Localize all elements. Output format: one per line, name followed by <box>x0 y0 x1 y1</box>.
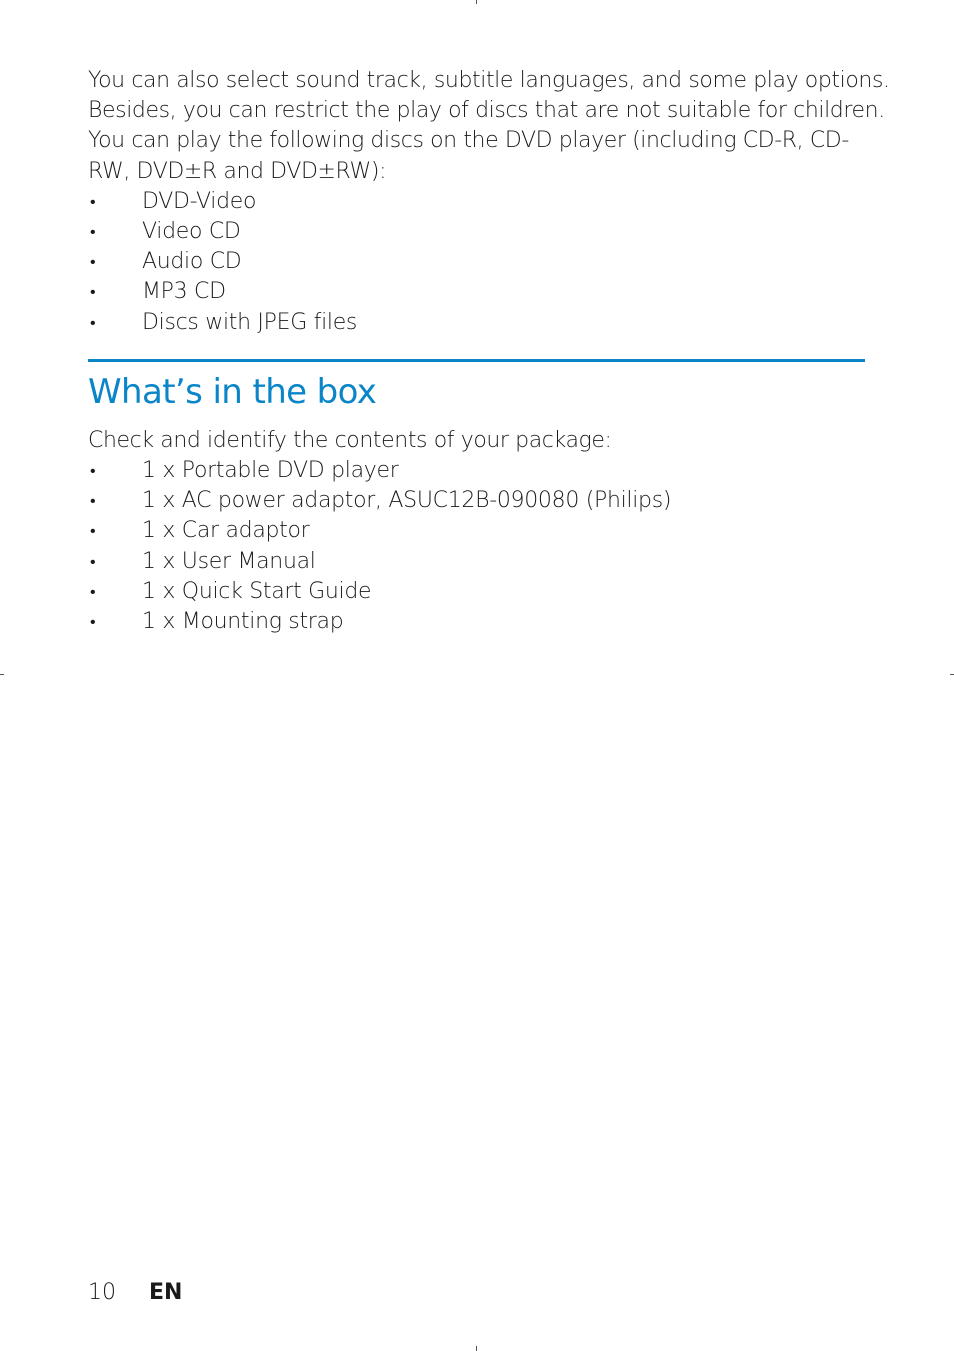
bullet-icon: • <box>90 312 96 332</box>
list-item <box>88 516 865 546</box>
intro-line: RW, DVD±R and DVD±RW): <box>88 158 387 184</box>
disc-type-list <box>88 187 865 338</box>
list-item <box>88 607 865 637</box>
list-item <box>88 577 865 607</box>
bullet-icon: • <box>90 222 96 242</box>
list-item-text: MP3 CD <box>142 279 226 305</box>
list-item-text: Discs with JPEG files <box>142 309 358 335</box>
list-item <box>88 308 865 338</box>
list-item-text: Audio CD <box>142 249 242 275</box>
list-item <box>88 486 865 516</box>
list-item <box>88 547 865 577</box>
list-item <box>88 456 865 486</box>
page-footer <box>88 1278 182 1308</box>
intro-line: You can play the following discs on the DVD player (including CD-R, CD- <box>88 128 849 154</box>
page-content <box>88 66 890 637</box>
crop-mark-top-center <box>476 0 477 4</box>
bullet-icon: • <box>90 551 96 571</box>
list-item-text: DVD-Video <box>142 188 257 214</box>
list-item-text: Video CD <box>142 219 241 245</box>
bullet-icon: • <box>90 521 96 541</box>
list-item <box>88 247 865 277</box>
section-title: What’s in the box <box>88 371 377 412</box>
language-code: EN <box>149 1280 183 1305</box>
list-item <box>88 217 865 247</box>
section-divider <box>88 359 865 362</box>
bullet-icon: • <box>90 191 96 211</box>
list-item <box>88 277 865 307</box>
list-item-text: 1 x Mounting strap <box>142 609 344 635</box>
bullet-icon: • <box>90 252 96 272</box>
bullet-icon: • <box>90 612 96 632</box>
bullet-icon: • <box>90 491 96 511</box>
crop-mark-left-middle <box>0 674 4 675</box>
intro-paragraph <box>88 66 890 187</box>
intro-line: Besides, you can restrict the play of discs that are not suitable for children. <box>88 98 885 124</box>
list-item-text: 1 x Car adaptor <box>142 518 310 544</box>
bullet-icon: • <box>90 581 96 601</box>
list-item-text: 1 x Quick Start Guide <box>142 578 372 604</box>
crop-mark-bottom-center <box>476 1346 477 1351</box>
list-item <box>88 187 865 217</box>
bullet-icon: • <box>90 282 96 302</box>
page-number: 10 <box>88 1280 116 1305</box>
section-intro: Check and identify the contents of your package: <box>88 427 612 453</box>
package-contents-list <box>88 456 865 637</box>
bullet-icon: • <box>90 461 96 481</box>
intro-line: You can also select sound track, subtitle languages, and some play options. <box>88 68 890 93</box>
list-item-text: 1 x User Manual <box>142 548 316 574</box>
list-item-text: 1 x Portable DVD player <box>142 458 399 484</box>
crop-mark-right-middle <box>950 674 954 675</box>
list-item-text: 1 x AC power adaptor, ASUC12B-090080 (Philips) <box>142 488 672 514</box>
